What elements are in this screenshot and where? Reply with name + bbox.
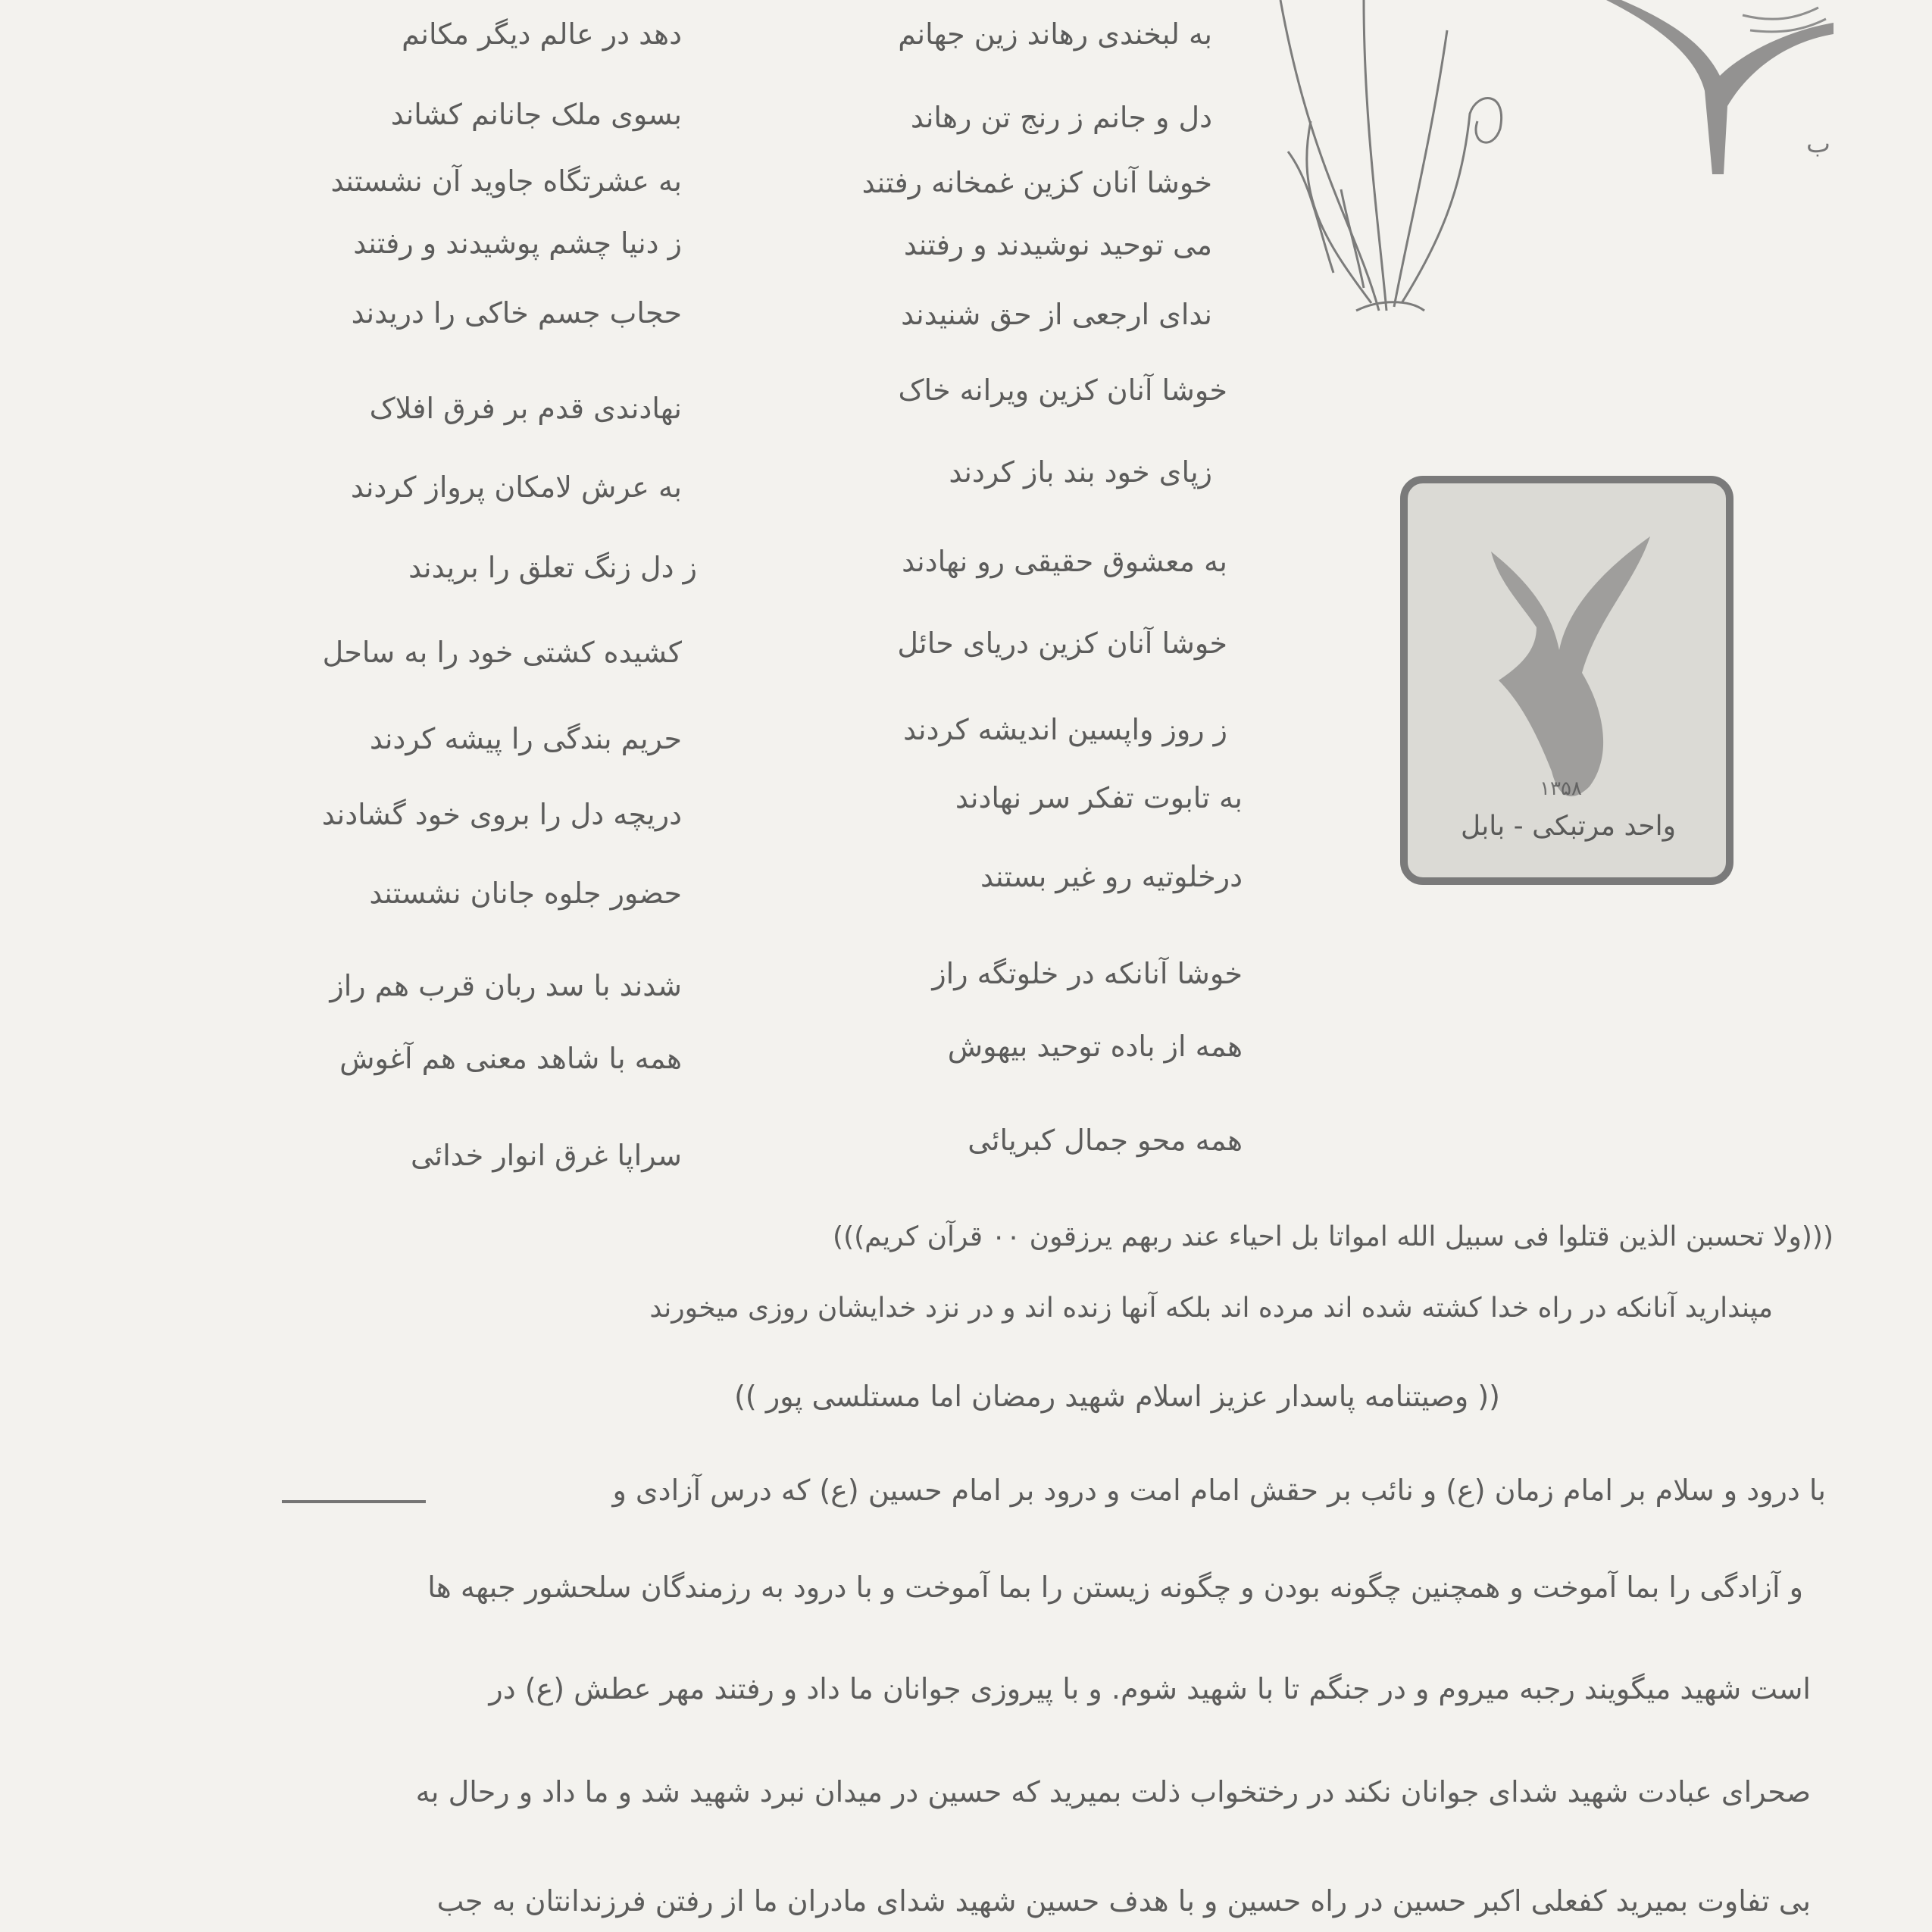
poem-right-line: به تابوت تفکر سر نهادند — [955, 781, 1243, 814]
poem-right-line: به لبخندی رهاند زین جهانم — [898, 17, 1212, 51]
poem-left-line: دهد در عالم دیگر مکانم — [402, 17, 682, 51]
poem-right-line: همه محو جمال کبریائی — [968, 1124, 1243, 1157]
poem-right-line: همه از باده توحید بیهوش — [947, 1030, 1243, 1063]
poem-right-line: دل و جانم ز رنج تن رهاند — [910, 101, 1212, 134]
continuation-line — [282, 1500, 426, 1503]
edge-mark: ب — [1806, 129, 1831, 159]
poem-right-line: ز روز واپسین اندیشه کردند — [903, 713, 1227, 746]
quran-quote: (((ولا تحسبن الذین قتلوا فی سبیل الله امواتا بل احیاء عند ربهم یرزقون ۰۰ قرآن کریم))) — [833, 1221, 1834, 1252]
body-line: با درود و سلام بر امام زمان (ع) و نائب بر حقش امام امت و درود بر امام حسین (ع) که درس آزادی و — [612, 1474, 1826, 1507]
body-line: و آزادگی را بما آموخت و همچنین چگونه بودن و چگونه زیستن را بما آموخت و با درود به رزمندگان سلحشور جبهه ها — [427, 1571, 1803, 1604]
will-title: (( وصیتنامه پاسدار عزیز اسلام شهید رمضان اما مستلسی پور )) — [734, 1380, 1500, 1413]
poem-left-line: شدند با سد ربان قرب هم راز — [330, 969, 682, 1002]
poem-left-line: حضور جلوه جانان نشستند — [369, 877, 682, 910]
poem-right-line: به معشوق حقیقی رو نهادند — [902, 545, 1227, 578]
body-line: بی تفاوت بمیرید کفعلی اکبر حسین در راه حسین و با هدف حسین شهید شدای مادران ما از رفتن فرزندانتان به جب — [436, 1884, 1811, 1918]
poem-right-line: خوشا آنان کزین ویرانه خاک — [898, 374, 1227, 407]
poem-left-line: به عرش لامکان پرواز کردند — [350, 470, 682, 504]
poem-right-line: ندای ارجعی از حق شنیدند — [901, 298, 1212, 331]
poem-left-line: ز دل زنگ تعلق را بریدند — [408, 551, 697, 584]
plant-drawing — [1265, 0, 1523, 318]
poem-left-line: بسوی ملک جانانم کشاند — [390, 98, 682, 131]
body-line: است شهید میگویند رجبه میروم و در جنگم تا با شهید شوم. و با پیروزی جوانان ما داد و رفتند مهر عطش (ع) در — [489, 1672, 1811, 1705]
poem-left-line: ز دنیا چشم پوشیدند و رفتند — [353, 227, 682, 260]
poem-right-line: خوشا آنانکه در خلوتگه راز — [932, 957, 1243, 990]
quote-translation: مپندارید آنانکه در راه خدا کشته شده اند مرده اند بلکه آنها زنده اند و در نزد خدایشان روزی میخورند — [649, 1293, 1773, 1324]
poem-left-line: کشیده کشتی خود را به ساحل — [322, 636, 682, 669]
poem-left-line: حجاب جسم خاکی را دریدند — [351, 296, 682, 330]
poem-right-line: خوشا آنان کزین غمخانه رفتند — [861, 166, 1212, 199]
poem-left-line: به عشرتگاه جاوید آن نشستند — [330, 164, 682, 198]
poem-right-line: می توحید نوشیدند و رفتند — [903, 228, 1212, 261]
poem-left-line: حریم بندگی را پیشه کردند — [369, 722, 682, 755]
poem-right-line: زپای خود بند باز کردند — [949, 455, 1212, 489]
body-line: صحرای عبادت شهید شدای جوانان نکند در رختخواب ذلت بمیرید که حسین در میدان نبرد شهید شد و ما داد و رحال به — [415, 1775, 1811, 1809]
stamp-text: واحد مرتبکی - بابل — [1460, 811, 1677, 842]
dove-hand-drawing — [1591, 0, 1841, 182]
poem-left-line: دریچه دل را بروی خود گشادند — [321, 798, 682, 831]
poem-left-line: نهادندی قدم بر فرق افلاک — [369, 392, 682, 425]
stamp-year: ۱۳۵۸ — [1540, 777, 1582, 800]
poem-right-line: خوشا آنان کزین دریای حائل — [897, 627, 1227, 660]
poem-right-line: درخلوتیه رو غیر بستند — [980, 860, 1243, 893]
poem-left-line: همه با شاهد معنی هم آغوش — [339, 1042, 682, 1075]
poem-left-line: سراپا غرق انوار خدائی — [411, 1139, 682, 1172]
